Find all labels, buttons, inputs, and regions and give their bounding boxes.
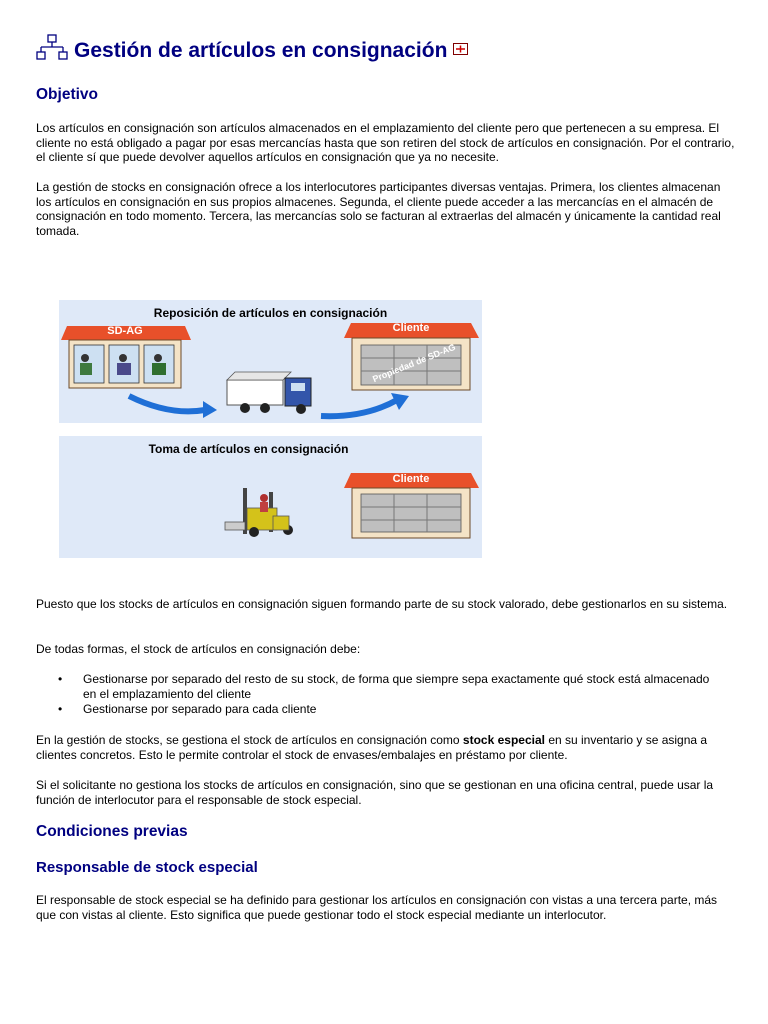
paragraph-solicitante: Si el solicitante no gestiona los stocks de artículos en consignación, sino que se gestionan en una oficina central, puede usar la función de interlocutor para el responsable de stock especial. <box>36 778 714 807</box>
list-item: • Gestionarse por separado para cada cliente <box>36 702 726 717</box>
building-label-cliente: Cliente <box>392 322 430 334</box>
page-title-row <box>36 34 468 67</box>
building-label-sd-ag: SD-AG <box>107 325 143 337</box>
paragraph-objetivo-2: La gestión de stocks en consignación ofrece a los interlocutores participantes diversas ventajas. Primera, los clientes almacenan los artículos en consignación en sus propios almacenes. Segunda, el cliente puede acceder a las mercancías en el almacén de consignación en todo momento. Tercera, las mercancías solo se facturan al extraerlas del almacén y únicamente la cantidad real tomada. <box>36 180 721 238</box>
section-heading-condiciones: Condiciones previas <box>36 823 188 840</box>
diagram-reposicion-title: Reposición de artículos en consignación <box>153 306 388 320</box>
diagram-toma-graphic <box>59 436 482 558</box>
page-title: Gestión de artículos en consignación <box>74 38 448 62</box>
paragraph-objetivo-1: Los artículos en consignación son artículos almacenados en el emplazamiento del cliente pero que pertenecen a su empresa. El cliente no está obligado a pagar por esas mercancías hasta que son retiren del stock de artículos en consignación. Por el contrario, el cliente sí que puede devolver aquellos artículos en consignación que ya no necesite. <box>36 121 735 164</box>
hierarchy-icon <box>36 34 68 67</box>
expand-plus-icon[interactable] <box>453 43 468 58</box>
stock-ownership-label: Propiedad de SD-AG <box>371 341 457 385</box>
section-heading-objetivo: Objetivo <box>36 86 99 103</box>
subsection-heading-responsable: Responsable de stock especial <box>36 859 258 876</box>
paragraph-stock-especial-rest: en su inventario y se asigna a clientes concretos. Esto le permite controlar el stock de envases/embalajes en préstamo por cliente. <box>36 733 708 762</box>
diagram-toma-title: Toma de artículos en consignación <box>148 442 349 456</box>
building-label-cliente-2: Cliente <box>392 473 430 485</box>
diagram-reposicion <box>59 300 482 423</box>
diagram-toma <box>59 436 482 558</box>
list-item: • Gestionarse por separado del resto de su stock, de forma que siempre sepa exactamente qué stock está almacenado en el emplazamiento del cliente <box>36 672 726 701</box>
paragraph-debe: De todas formas, el stock de artículos en consignación debe: <box>36 642 361 656</box>
stock-especial-term: stock especial <box>462 733 545 747</box>
requirements-list <box>36 672 726 718</box>
paragraph-stock-valorado: Puesto que los stocks de artículos en consignación siguen formando parte de su stock valorado, debe gestionarlos en su sistema. <box>36 597 728 611</box>
paragraph-stock-especial-lead: En la gestión de stocks, se gestiona el stock de artículos en consignación como <box>36 733 463 747</box>
paragraph-responsable: El responsable de stock especial se ha definido para gestionar los artículos en consignación con vistas a una tercera parte, más que con vistas al cliente. Esto significa que puede gestionar todo el stock especial mediante un interlocutor. <box>36 893 718 922</box>
paragraph-stock-especial <box>36 733 736 762</box>
